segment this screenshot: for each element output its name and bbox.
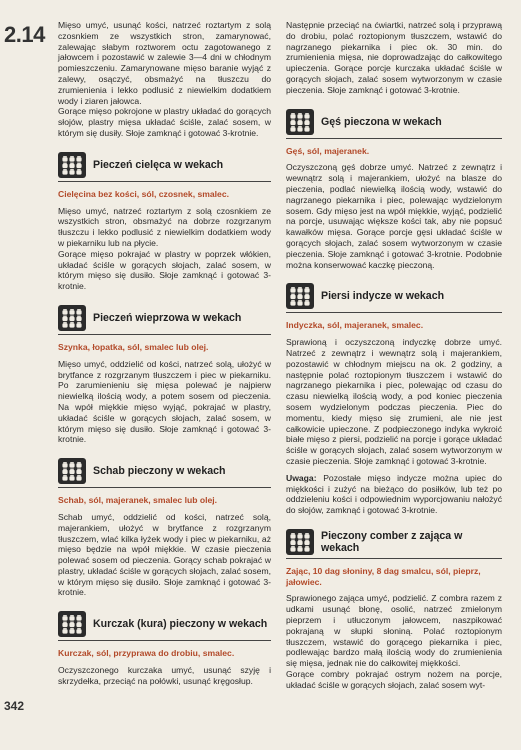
ingredients: Indyczka, sól, majeranek, smalec. (286, 320, 424, 331)
paragraph: Mięso umyć, oddzielić od kości, natrzeć solą, ułożyć w brytfance z rozgrzanym tłuszczem i piec w piekarniku. Po zarumienieniu się mięsa polewać je najpierw niewielką ilością wody, a potem sosem od pieczenia. Na wpół miękkie mięso wyjąć, pokrajać w plastry, układać ściśle w gorących słojach, zalać sosem, w którym mięso się dusiło. Słoje zamknąć i gotować 3-krotnie. (58, 358, 271, 445)
paragraph: Mięso umyć, usunąć kości, natrzeć roztartym z solą czosnkiem ze wszystkich stron, zamarynować, zalewając słabym roztworem octu zagotowanego z jałowcem i pozostawić w zalewie 3—4 dni w chłodnym pomieszczeniu. Zamarynowane mięso baranie wyjąć z zalewy, osączyć, obsmażyć na tłuszczu do zrumienienia i lekko podlusić z niewielkim dodatkiem wody i ziaren jałowca. (58, 20, 271, 106)
left-column (58, 20, 271, 687)
ingredients: Zając, 10 dag słoniny, 8 dag smalcu, sól, pieprz, jałowiec. (286, 565, 481, 587)
paragraph: Oczyszczoną gęś dobrze umyć. Natrzeć z zewnątrz i wewnątrz solą i majerankiem, ułożyć na blasze do pieczenia, podlać niewielką ilością wody, wstawić do nagrzanego piekarnika i piec, polewając wydzielonym sosem. Gdy mięso jest na wpół miękkie, wyjąć, podzielić na porcje, usuwając większe kości tak, aby nie popsuć kawałków mięsa. Gorące porcje gęsi układać ściśle w gorących słojach, zalać sosem wytworzonym w czasie pieczenia. Słoje zamknąć i gotować 3-krotnie. Podobnie można konserwować kaczkę pieczoną. (286, 162, 502, 270)
note-text: Pozostałe mięso indycze można upiec do miękkości i zużyć na bieżąco do posiłków, lub też po oddzieleniu kości i odpowiednim wyporcjowaniu nałożyć do słojów, zamknąć i gotować 3-krotnie. (286, 472, 502, 516)
paragraph: Gorące combry pokrajać ostrym nożem na porcje, układać ściśle w gorących słojach, zalać sosem wyt- (286, 669, 502, 690)
recipe-heading (286, 283, 502, 313)
recipe-heading (286, 529, 502, 559)
section-number: 2.14 (4, 22, 45, 47)
ingredients: Cielęcina bez kości, sól, czosnek, smalec. (58, 188, 230, 199)
paragraph: Sprawioną i oczyszczoną indyczkę dobrze umyć. Natrzeć z zewnątrz i wewnątrz solą i majerankiem, pozostawić w chłodnym miejscu na ok. 2 godziny, a następnie polać roztopionym tłuszczem i wstawić do nagrzanego piekarnika i piec, polewając od czasu do czasu niewielką ilością wody, a pod koniec pieczenia sosem wydzielonym podczas pieczenia. Piec do momentu, kiedy mięso się zrumieni, ale nie jest całkowicie upieczone. Z podpieczonego indyka wykroić białe mięso z piersi, podzielić na porcje i gorące układać ściśle w gorących słojach, zalać sosem wytworzonym w czasie pieczenia. Słoje zamknąć i gotować 3-krotnie. (286, 337, 502, 466)
recipe-title: Pieczeń cielęca w wekach (93, 158, 224, 171)
jar-icon (58, 152, 86, 178)
recipe-heading (58, 152, 271, 182)
recipe-heading (286, 109, 502, 139)
note-paragraph (286, 473, 502, 516)
recipe-title: Schab pieczony w wekach (93, 465, 226, 478)
recipe-heading (58, 611, 271, 641)
recipe-title: Kurczak (kura) pieczony w wekach (93, 618, 268, 631)
jar-icon (286, 283, 314, 309)
recipe-heading (58, 305, 271, 335)
recipe-heading (58, 458, 271, 488)
recipe-title: Gęś pieczona w wekach (321, 115, 442, 128)
jar-icon (58, 611, 86, 637)
ingredients: Kurczak, sól, przyprawa do drobiu, smalec. (58, 648, 235, 659)
ingredients: Szynka, łopatka, sól, smalec lub olej. (58, 341, 209, 352)
page-number: 342 (4, 699, 25, 713)
recipe-title: Pieczeń wieprzowa w wekach (93, 311, 242, 324)
recipe-title: Pieczony comber z zająca w wekach (321, 529, 463, 554)
jar-icon (286, 109, 314, 135)
paragraph: Sprawionego zająca umyć, podzielić. Z combra razem z udkami usunąć błonę, osolić, natrzeć zmielonym pieprzem i utłuczonym jałowcem, naszpikować pokrajaną w słupki słoniną. Polać roztopionym tłuszczem, wstawić do gorącego piekarnika i piec, podlewając bardzo małą ilością wody do zrumienienia się mięsa, jednak nie do całkowitej miękkości. (286, 593, 502, 669)
right-column (286, 20, 502, 691)
ingredients: Gęś, sól, majeranek. (286, 145, 370, 156)
jar-icon (58, 458, 86, 484)
ingredients: Schab, sól, majeranek, smalec lub olej. (58, 495, 218, 506)
paragraph: Mięso umyć, natrzeć roztartym z solą czosnkiem ze wszystkich stron, obsmażyć na dobrze rozgrzanym tłuszczu i lekko podlusić z niewielkim dodatkiem wody w piekarniku lub na płycie. (58, 205, 271, 248)
recipe-title: Piersi indycze w wekach (321, 290, 445, 303)
jar-icon (58, 305, 86, 331)
paragraph: Gorące mięso pokrojone w plastry układać do gorących słojów, plastry mięsa układać ściśle, zalać sosem, w którym się dusiły. Słoje zamknąć i gotować 3-krotnie. (58, 106, 271, 138)
paragraph: Gorące mięso pokrajać w plastry w poprzek włókien, układać ściśle w gorących słojach, zalać sosem, w którym mięso się dusiło. Słoje zamknąć i gotować 3-krotnie. (58, 248, 271, 292)
paragraph: Oczyszczonego kurczaka umyć, usunąć szyję i skrzydełka, przeciąć na połówki, usunąć kręgosłup. (58, 665, 271, 686)
paragraph: Schab umyć, oddzielić od kości, natrzeć solą, majerankiem, ułożyć w brytfance z rozgrzanym tłuszczem, wlać kilka łyżek wody i piec w piekarniku, aż mięso będzie na wpół miękkie. W czasie pieczenia polewać sosem od pieczenia. Gorący schab pokrajać w plastry, układać ściśle w gorących słojach, zalać sosem, w którym mięso się dusiło. Słoje zamknąć i gotować 3-krotnie. (58, 511, 271, 598)
paragraph: Następnie przeciąć na ćwiartki, natrzeć solą i przyprawą do drobiu, polać roztopionym tłuszczem, wstawić do nagrzanego piekarnika i piec ok. 30 min. do zrumienienia mięsa, nie doprowadzając do całkowitego upieczenia. Gorące porcje kurczaka układać ściśle w gorących słojach, zalać sosem wytworzonym w czasie pieczenia. Słoje zamknąć i gotować 3-krotnie. (286, 20, 502, 95)
note-label: Uwaga: (286, 472, 317, 483)
jar-icon (286, 529, 314, 555)
